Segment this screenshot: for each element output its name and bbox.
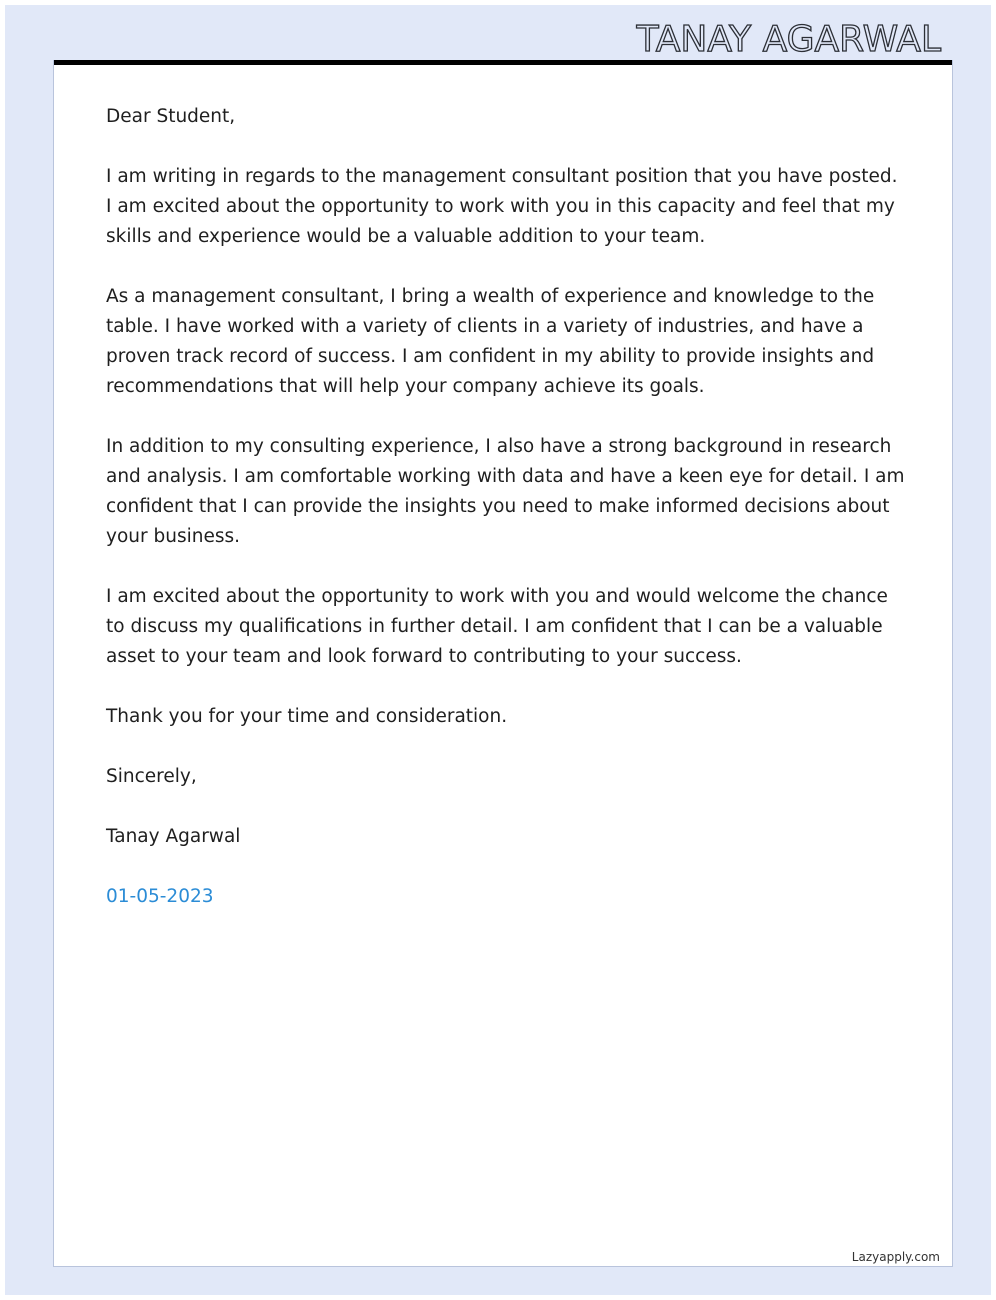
page-background (5, 5, 991, 1295)
paragraph-5: Thank you for your time and consideration. (106, 706, 508, 727)
letter-paper (53, 60, 953, 1267)
paragraph-4: I am excited about the opportunity to work with you and would welcome the chance to discuss my qualifications in further detail. I am confident that I can be a valuable asset to your team and look forward to contributing to your success. (106, 586, 888, 667)
paragraph-2: As a management consultant, I bring a wealth of experience and knowledge to the table. I have worked with a variety of clients in a variety of industries, and have a proven track record of success. I am confident in my ability to provide insights and recommendations that will help your company achieve its goals. (106, 286, 875, 397)
signature: Tanay Agarwal (106, 826, 241, 847)
header-name: TANAY AGARWAL (636, 19, 941, 60)
header-rule (54, 60, 952, 65)
salutation: Dear Student, (106, 106, 236, 127)
letter-date: 01-05-2023 (106, 886, 214, 907)
letter-body (106, 102, 906, 912)
paragraph-3: In addition to my consulting experience, I also have a strong background in research and analysis. I am comfortable working with data and have a keen eye for detail. I am confident that I can provide the insights you need to make informed decisions about your business. (106, 436, 905, 547)
footer-watermark: Lazyapply.com (851, 1250, 940, 1264)
paragraph-1: I am writing in regards to the management consultant position that you have posted. I am excited about the opportunity to work with you in this capacity and feel that my skills and experience would be a valuable addition to your team. (106, 166, 898, 247)
closing: Sincerely, (106, 766, 197, 787)
